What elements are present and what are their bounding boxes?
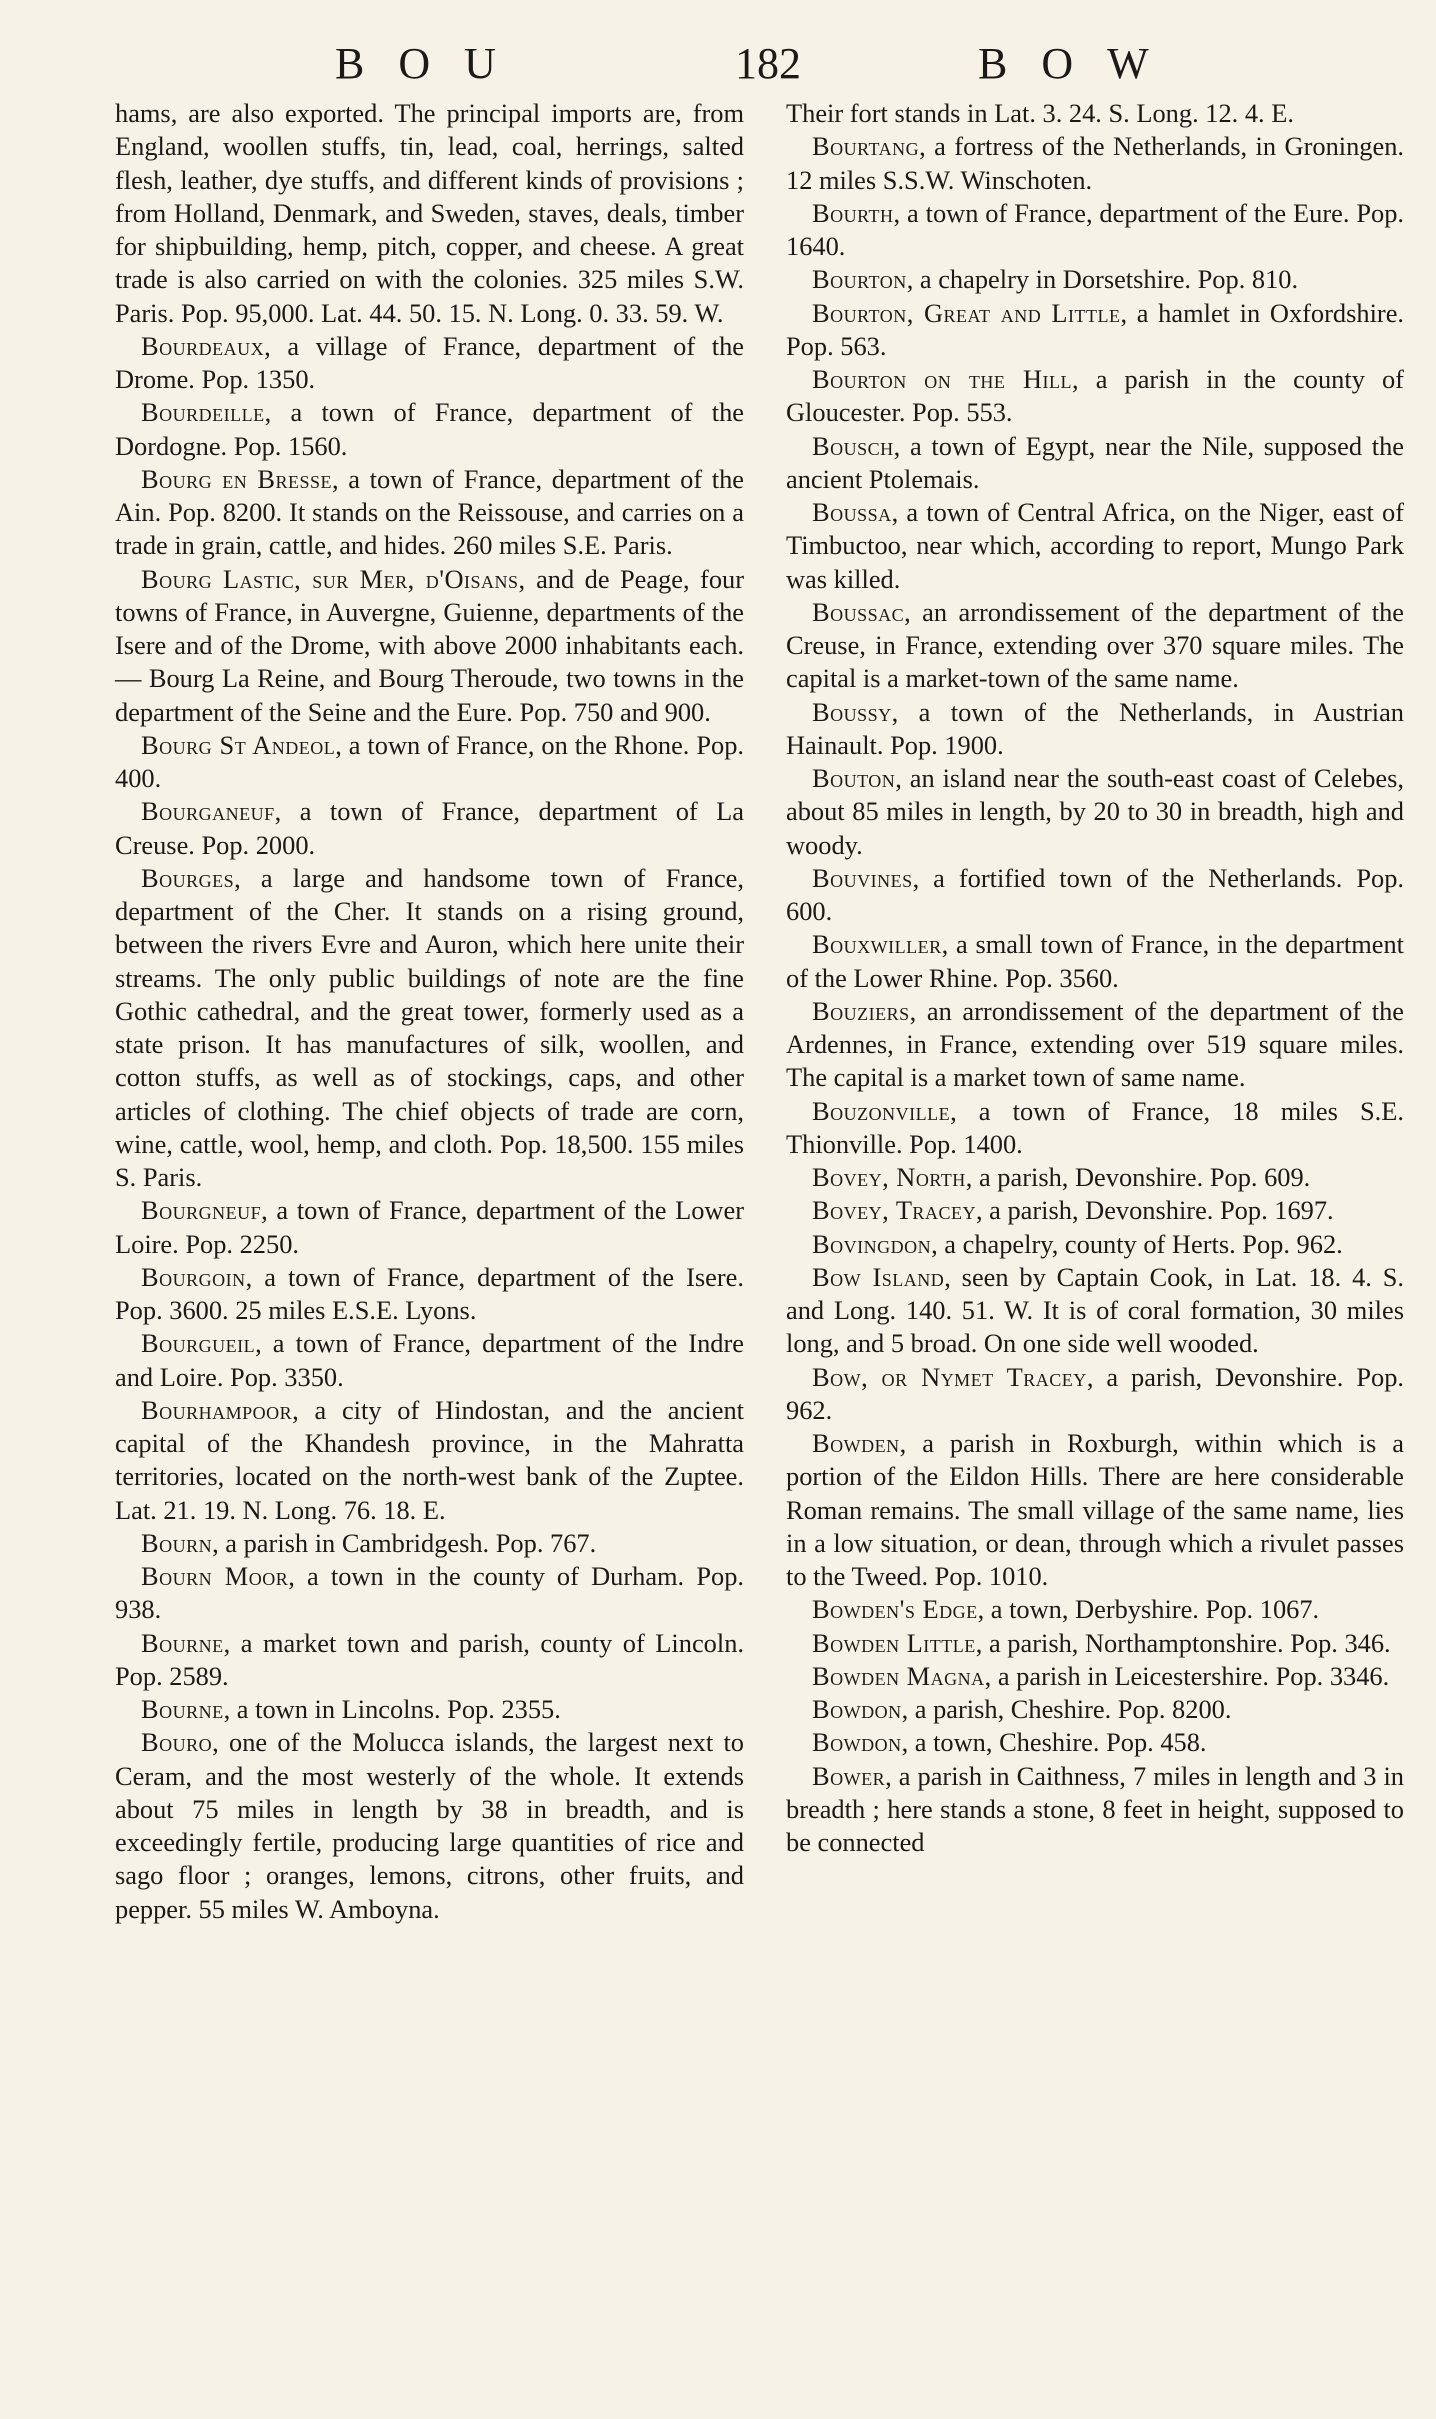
entry-headword: Boussac — [812, 596, 905, 627]
entry-headword: Bourg Lastic, sur Mer, d'Oisans, — [141, 563, 526, 594]
entry-text: , a parish, Devonshire. Pop. 609. — [965, 1162, 1311, 1192]
entry-text: , a small town of France, in the department of the Lower Rhine. Pop. 3560. — [786, 929, 1404, 993]
gazetteer-entry — [115, 729, 744, 796]
entry-text: , a parish in Cambridgesh. Pop. 767. — [212, 1527, 597, 1558]
gazetteer-entry — [786, 263, 1404, 296]
entry-headword: Bovey, Tracey — [812, 1195, 976, 1226]
gazetteer-entry — [786, 1593, 1404, 1626]
gazetteer-entry — [786, 1427, 1404, 1593]
gazetteer-entry — [115, 1194, 744, 1261]
entry-text: , a town of France, department of the Dordogne. Pop. 1560. — [115, 397, 744, 461]
entry-text: , a parish, Cheshire. Pop. 8200. — [901, 1694, 1232, 1724]
gazetteer-entry — [115, 563, 744, 729]
entry-headword: Bovey, North — [812, 1162, 966, 1192]
entry-text: , a town of France, department of the Isere. Pop. 3600. 25 miles E.S.E. Lyons. — [115, 1261, 744, 1325]
gazetteer-entry — [786, 1161, 1404, 1194]
entry-text: hams, are also exported. The principal imports are, from England, woollen stuffs, tin, lead, coal, herrings, salted flesh, leather, dye stuffs, and different kinds of provisions ; from Holland, Denmark, and Sweden, staves, deals, timber for shipbuilding, hemp, pitch, copper, and cheese. A great trade is also carried on with the colonies. 325 miles S.W. Paris. Pop. 95,000. Lat. 44. 50. 15. N. Long. 0. 33. 59. W. — [115, 98, 744, 328]
gazetteer-entry — [115, 1394, 744, 1527]
running-head-right: BOW — [978, 39, 1183, 88]
entry-headword: Bourth — [812, 197, 894, 228]
entry-headword: Bousch — [812, 430, 894, 461]
entry-text: , a town of France, on the Rhone. Pop. 400. — [115, 729, 745, 793]
gazetteer-entry — [786, 1095, 1404, 1162]
entry-text: , a fortified town of the Netherlands. Pop. 600. — [786, 862, 1404, 926]
gazetteer-entry — [786, 1228, 1404, 1261]
entry-headword: Bowden's Edge — [812, 1594, 978, 1625]
entry-text: , a town in the county of Durham. Pop. 938. — [115, 1561, 744, 1625]
entry-text: , a chapelry, county of Herts. Pop. 962. — [931, 1228, 1343, 1259]
gazetteer-entry — [786, 995, 1404, 1095]
entry-text: , a fortress of the Netherlands, in Groningen. 12 miles S.S.W. Winschoten. — [786, 131, 1404, 195]
entry-headword: Bourn — [141, 1527, 213, 1558]
entry-headword: Bourhampoor — [141, 1394, 293, 1425]
entry-text: , an island near the south-east coast of Celebes, about 85 miles in length, by 20 to 30 in breadth, high and woody. — [786, 763, 1404, 860]
entry-text: , a town of France, department of the Eure. Pop. 1640. — [786, 197, 1404, 261]
entry-text: , a town of France, department of the Indre and Loire. Pop. 3350. — [115, 1328, 744, 1392]
entry-headword: Bouziers — [812, 995, 910, 1026]
entry-headword: Bourne — [141, 1694, 224, 1724]
entry-headword: Bow Island — [812, 1261, 945, 1292]
entry-headword: Bourtang — [812, 131, 920, 162]
gazetteer-entry — [786, 1693, 1404, 1726]
gazetteer-entry — [115, 463, 744, 563]
entry-headword: Bourdeille — [141, 397, 265, 428]
entry-text: , a town of Central Africa, on the Niger, east of Timbuctoo, near which, according to report, Mungo Park was killed. — [786, 497, 1404, 594]
entry-text: , a town of France, 18 miles S.E. Thionville. Pop. 1400. — [786, 1095, 1404, 1159]
gazetteer-entry — [786, 762, 1404, 862]
entry-headword: Bourton, Great and Little — [812, 297, 1121, 328]
entry-text: , a parish in the county of Gloucester. Pop. 553. — [786, 364, 1404, 428]
entry-text: , a chapelry in Dorsetshire. Pop. 810. — [906, 264, 1299, 295]
gazetteer-entry — [115, 1560, 744, 1627]
gazetteer-entry — [786, 363, 1404, 430]
gazetteer-entry — [115, 1327, 744, 1394]
right-column — [786, 97, 1404, 1859]
gazetteer-entry — [786, 430, 1404, 497]
entry-headword: Bowden Magna — [812, 1660, 985, 1691]
entry-headword: Boussy — [812, 696, 892, 727]
running-head-left: BOU — [335, 39, 530, 88]
gazetteer-entry — [115, 330, 744, 397]
gazetteer-entry — [115, 1726, 744, 1926]
gazetteer-entry — [115, 1627, 744, 1694]
entry-headword: Bovingdon — [812, 1228, 932, 1259]
entry-headword: Bourgueil — [141, 1328, 256, 1359]
entry-text: , a parish in Leicestershire. Pop. 3346. — [984, 1660, 1390, 1691]
entry-headword: Bouvines — [812, 862, 913, 893]
entry-headword: Bouxwiller — [812, 929, 942, 960]
gazetteer-entry — [786, 1261, 1404, 1361]
gazetteer-entry — [786, 696, 1404, 763]
gazetteer-entry — [115, 1693, 744, 1726]
entry-text: , a parish, Devonshire. Pop. 1697. — [975, 1195, 1334, 1226]
entry-text: , a town of Egypt, near the Nile, supposed the ancient Ptolemais. — [786, 430, 1404, 494]
gazetteer-entry — [786, 1194, 1404, 1227]
gazetteer-entry — [786, 928, 1404, 995]
entry-text: , an arrondissement of the department of the Creuse, in France, extending over 370 square miles. The capital is a market-town of the same name. — [786, 596, 1404, 694]
entry-headword: Bourn Moor — [141, 1561, 289, 1591]
entry-text: , one of the Molucca islands, the largest next to Ceram, and the most westerly of the whole. It extends about 75 miles in length by 38 in breadth, and is exceedingly fertile, producing large quantities of rice and sago floor ; oranges, lemons, citrons, other fruits, and pepper. 55 miles W. Amboyna. — [115, 1727, 744, 1924]
entry-headword: Bower — [812, 1760, 886, 1791]
gazetteer-entry — [115, 1261, 744, 1328]
entry-text: and de Peage, four towns of France, in Auvergne, Guienne, departments of the Isere and of the Drome, with above 2000 inhabitants each.— Bourg La Reine, and Bourg Theroude, two towns in the department of the Seine and the Eure. Pop. 750 and 900. — [115, 563, 744, 727]
entry-headword: Boussa — [812, 497, 892, 527]
entry-text: , an arrondissement of the department of the Ardennes, in France, extending over 519 square miles. The capital is a market town of same name. — [786, 995, 1404, 1093]
entry-text: , a town of France, department of the Lower Loire. Pop. 2250. — [115, 1195, 744, 1259]
gazetteer-entry — [786, 1760, 1404, 1860]
gazetteer-entry — [786, 596, 1404, 696]
entry-headword: Bow, or Nymet Tracey — [812, 1361, 1087, 1392]
entry-headword: Bowdon — [812, 1694, 902, 1724]
gazetteer-entry — [115, 795, 744, 862]
entry-headword: Bourganeuf — [141, 796, 275, 827]
left-column — [115, 97, 744, 1926]
entry-text: , a market town and parish, county of Lincoln. Pop. 2589. — [115, 1627, 744, 1691]
entry-headword: Bowden — [812, 1428, 900, 1458]
gazetteer-entry — [115, 97, 744, 330]
gazetteer-entry — [786, 496, 1404, 596]
entry-text: , a city of Hindostan, and the ancient capital of the Khandesh province, in the Mahratta territories, located on the north-west bank of the Zuptee. Lat. 21. 19. N. Long. 76. 18. E. — [115, 1394, 744, 1525]
gazetteer-entry — [786, 1627, 1404, 1660]
entry-headword: Bourg St Andeol — [141, 729, 336, 760]
entry-headword: Bourges — [141, 862, 235, 893]
entry-headword: Bowden Little — [812, 1627, 976, 1658]
entry-text: , a town, Derbyshire. Pop. 1067. — [977, 1594, 1320, 1625]
gazetteer-entry — [786, 1660, 1404, 1693]
entry-headword: Bourne — [141, 1627, 224, 1658]
entry-headword: Bouro — [141, 1727, 213, 1758]
entry-headword: Bourdeaux — [141, 330, 265, 361]
gazetteer-entry — [115, 396, 744, 463]
gazetteer-entry — [786, 862, 1404, 929]
gazetteer-entry — [115, 862, 744, 1195]
entry-text: Their fort stands in Lat. 3. 24. S. Long. 12. 4. E. — [786, 98, 1294, 128]
entry-headword: Bowdon — [812, 1727, 902, 1758]
entry-text: , seen by Captain Cook, in Lat. 18. 4. S. and Long. 140. 51. W. It is of coral formation, 30 miles long, and 5 broad. On one side well wooded. — [786, 1261, 1404, 1359]
gazetteer-entry — [115, 1527, 744, 1560]
entry-text: , a town of France, department of the Ain. Pop. 8200. It stands on the Reissouse, and carries on a trade in grain, cattle, and hides. 260 miles S.E. Paris. — [115, 463, 744, 561]
entry-text: , a town, Cheshire. Pop. 458. — [901, 1727, 1207, 1758]
entry-text: , a parish, Devonshire. Pop. 962. — [786, 1361, 1405, 1425]
entry-headword: Bourton on the Hill — [812, 364, 1073, 394]
entry-text: , a parish in Roxburgh, within which is a portion of the Eildon Hills. There are here considerable Roman remains. The small village of the same name, lies in a low situation, or dean, through which a rivulet passes to the Tweed. Pop. 1010. — [786, 1428, 1404, 1591]
entry-text: , a town of the Netherlands, in Austrian Hainault. Pop. 1900. — [786, 696, 1404, 760]
page-number: 182 — [735, 39, 801, 88]
gazetteer-entry — [786, 197, 1404, 264]
gazetteer-entry — [786, 97, 1404, 130]
gazetteer-entry — [786, 1726, 1404, 1759]
entry-headword: Bourgoin — [141, 1261, 246, 1292]
running-head — [0, 38, 1436, 90]
entry-text: , a parish in Caithness, 7 miles in length and 3 in breadth ; here stands a stone, 8 feet in height, supposed to be connected — [786, 1760, 1404, 1857]
entry-headword: Bourton — [812, 264, 907, 295]
entry-text: , a village of France, department of the Drome. Pop. 1350. — [115, 330, 744, 394]
entry-headword: Bourgneuf — [141, 1195, 262, 1226]
entry-headword: Bouzonville — [812, 1095, 951, 1126]
entry-text: , a large and handsome town of France, department of the Cher. It stands on a rising ground, between the rivers Evre and Auron, which here unite their streams. The only public buildings of note are the fine Gothic cathedral, and the great tower, formerly used as a state prison. It has manufactures of silk, woollen, and cotton stuffs, as well as of stockings, caps, and other articles of clothing. The chief objects of trade are corn, wine, cattle, wool, hemp, and cloth. Pop. 18,500. 155 miles S. Paris. — [115, 862, 744, 1192]
gazetteer-entry — [786, 130, 1404, 197]
entry-text: , a hamlet in Oxfordshire. Pop. 563. — [786, 297, 1405, 361]
entry-text: , a town in Lincolns. Pop. 2355. — [223, 1694, 561, 1724]
entry-text: , a town of France, department of La Creuse. Pop. 2000. — [115, 796, 744, 860]
entry-text: , a parish, Northamptonshire. Pop. 346. — [975, 1627, 1391, 1658]
gazetteer-entry — [786, 297, 1404, 364]
gazetteer-entry — [786, 1361, 1404, 1428]
entry-headword: Bouton — [812, 763, 896, 793]
entry-headword: Bourg en Bresse — [141, 463, 333, 494]
